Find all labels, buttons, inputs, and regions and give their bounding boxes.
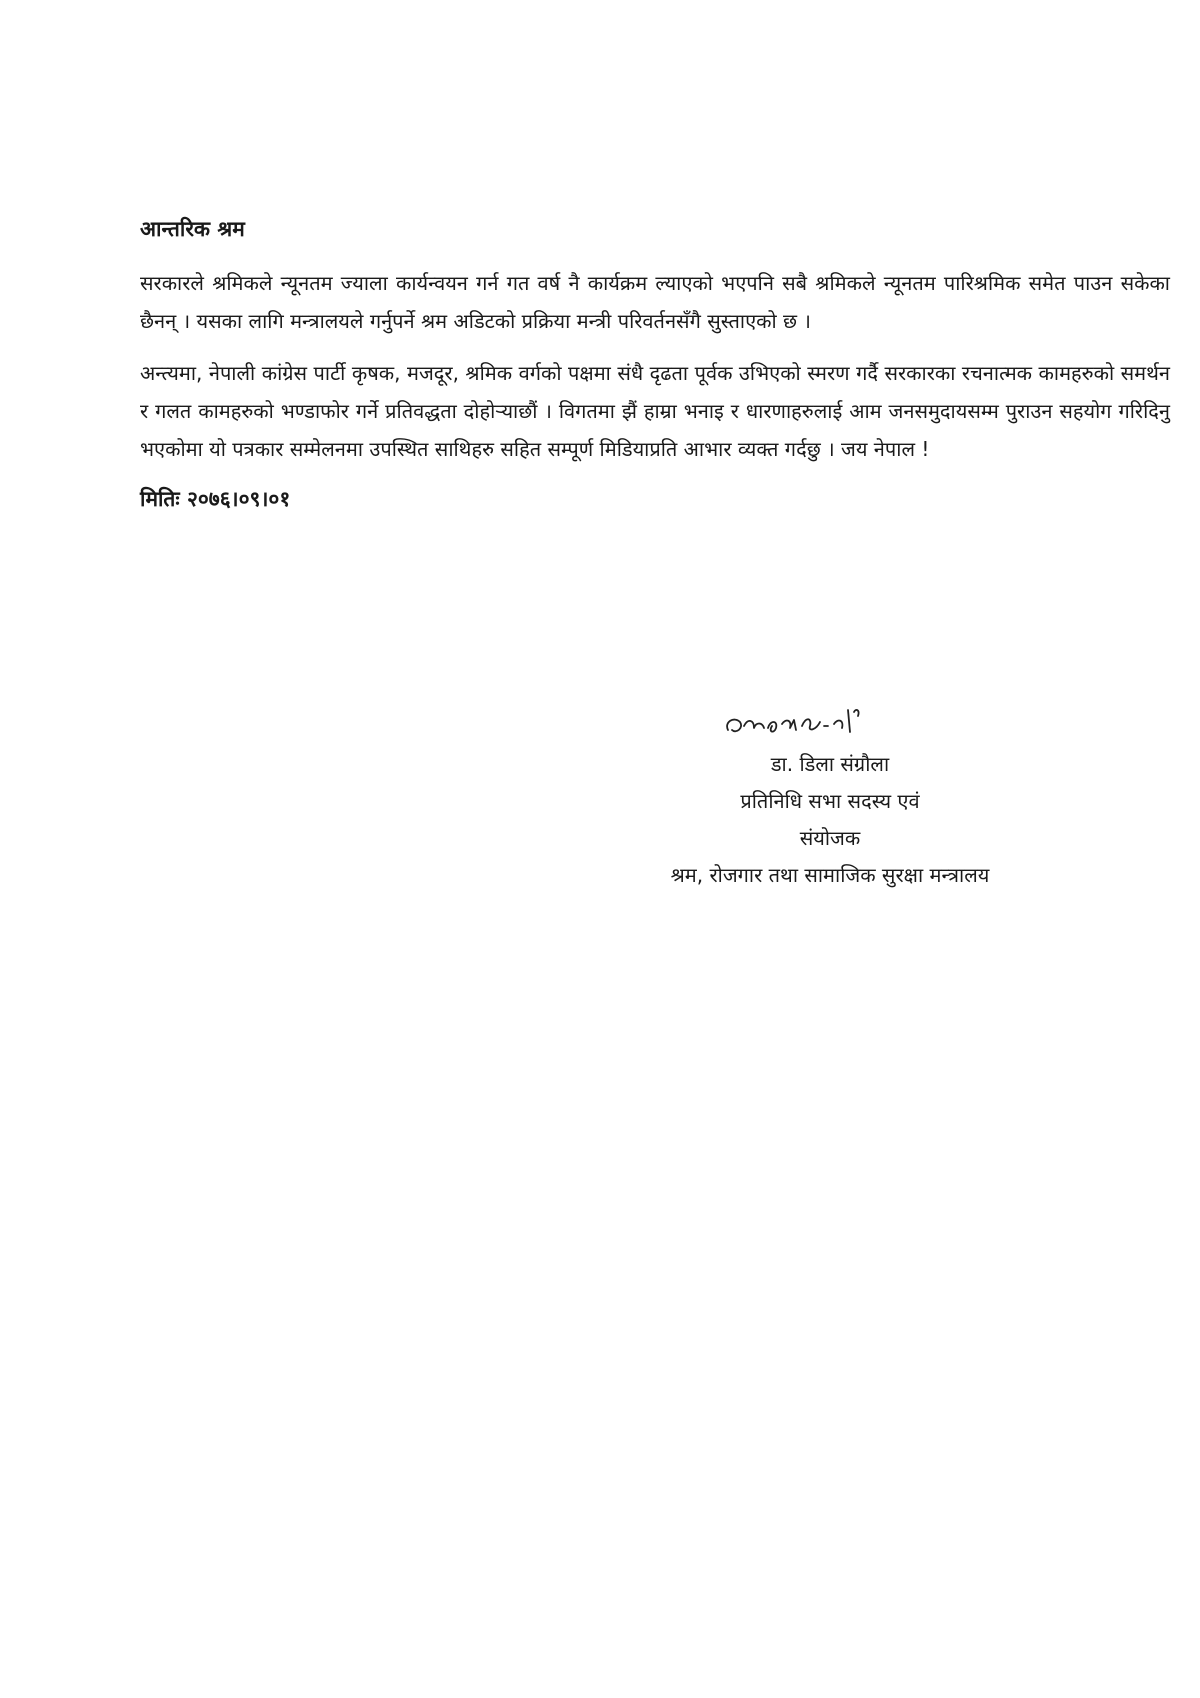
paragraph-labour: सरकारले श्रमिकले न्यूनतम ज्याला कार्यन्वयन गर्न गत वर्ष नै कार्यक्रम ल्याएको भएपनि सबै श्रमिकले न्यूनतम पारिश्रमिक समेत पाउन सकेका छैनन् । यसका लागि मन्त्रालयले गर्नुपर्ने श्रम अडिटको प्रक्रिया मन्त्री परिवर्तनसँगै सुस्ताएको छ । xyxy=(140,271,1170,333)
section-heading: आन्तरिक श्रम xyxy=(140,217,245,241)
date-line: मितिः २०७६।०९।०१ xyxy=(140,487,291,511)
signatory-name: डा. डिला संग्रौला xyxy=(770,752,890,776)
signature-block xyxy=(610,700,1050,894)
signatory-role: संयोजक xyxy=(799,826,861,850)
signatory-organization: श्रम, रोजगार तथा सामाजिक सुरक्षा मन्त्रालय xyxy=(670,863,990,887)
paragraph-closing: अन्त्यमा, नेपाली कांग्रेस पार्टी कृषक, मजदूर, श्रमिक वर्गको पक्षमा संधै दृढता पूर्वक उभिएको स्मरण गर्दै सरकारका रचनात्मक कामहरुको समर्थन र गलत कामहरुको भण्डाफोर गर्ने प्रतिवद्धता दोहोऱ्याछौं । विगतमा झैं हाम्रा भनाइ र धारणाहरुलाई आम जनसमुदायसम्म पुराउन सहयोग गरिदिनु भएकोमा यो पत्रकार सम्मेलनमा उपस्थित साथिहरु सहित सम्पूर्ण मिडियाप्रति आभार व्यक्त गर्दछु । जय नेपाल ! xyxy=(140,361,1170,461)
signatory-title: प्रतिनिधि सभा सदस्य एवं xyxy=(740,789,920,813)
document-body xyxy=(140,212,1170,516)
handwritten-signature xyxy=(720,700,880,746)
